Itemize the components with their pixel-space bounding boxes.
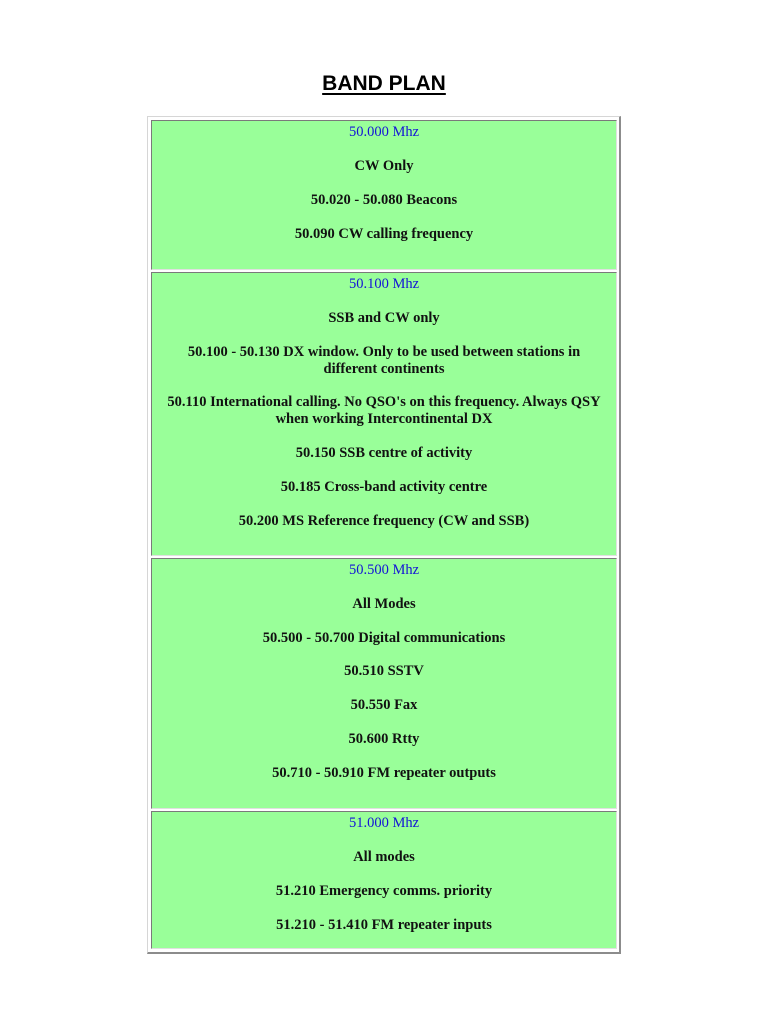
band-frequency-heading: 50.500 Mhz: [348, 562, 420, 578]
band-entry: All Modes: [352, 596, 416, 612]
band-entry: 50.710 - 50.910 FM repeater outputs: [272, 765, 496, 781]
band-entry: 51.210 - 51.410 FM repeater inputs: [276, 917, 492, 933]
page-title: BAND PLAN: [322, 72, 446, 95]
band-entry: 50.500 - 50.700 Digital communications: [262, 630, 506, 646]
band-entry: 51.210 Emergency comms. priority: [275, 883, 493, 899]
band-entry: 50.510 SSTV: [344, 663, 424, 679]
band-frequency-heading: 51.000 Mhz: [348, 815, 420, 831]
band-entry: 50.020 - 50.080 Beacons: [310, 192, 458, 208]
band-entry: 50.185 Cross-band activity centre: [280, 479, 488, 495]
band-entry: 50.550 Fax: [350, 697, 418, 713]
band-entry: CW Only: [354, 158, 414, 174]
band-entry: SSB and CW only: [328, 310, 440, 326]
band-entry: 50.100 - 50.130 DX window. Only to be used between stations in different continents: [187, 344, 581, 377]
band-cell-50500: [151, 558, 617, 809]
band-entry: 50.090 CW calling frequency: [294, 226, 474, 242]
band-entry: 50.150 SSB centre of activity: [295, 445, 473, 461]
band-entry: 50.600 Rtty: [348, 731, 420, 747]
band-cell-51000: [151, 811, 617, 949]
band-cell-50000: [151, 120, 617, 270]
band-entry: 50.110 International calling. No QSO's on this frequency. Always QSY when working Intercontinental DX: [167, 394, 601, 427]
band-frequency-heading: 50.100 Mhz: [348, 276, 420, 292]
band-entry: All modes: [353, 849, 415, 865]
band-plan-table: [147, 116, 621, 954]
band-frequency-heading: 50.000 Mhz: [348, 124, 420, 140]
band-cell-50100: [151, 272, 617, 556]
band-entry: 50.200 MS Reference frequency (CW and SSB): [238, 513, 530, 529]
